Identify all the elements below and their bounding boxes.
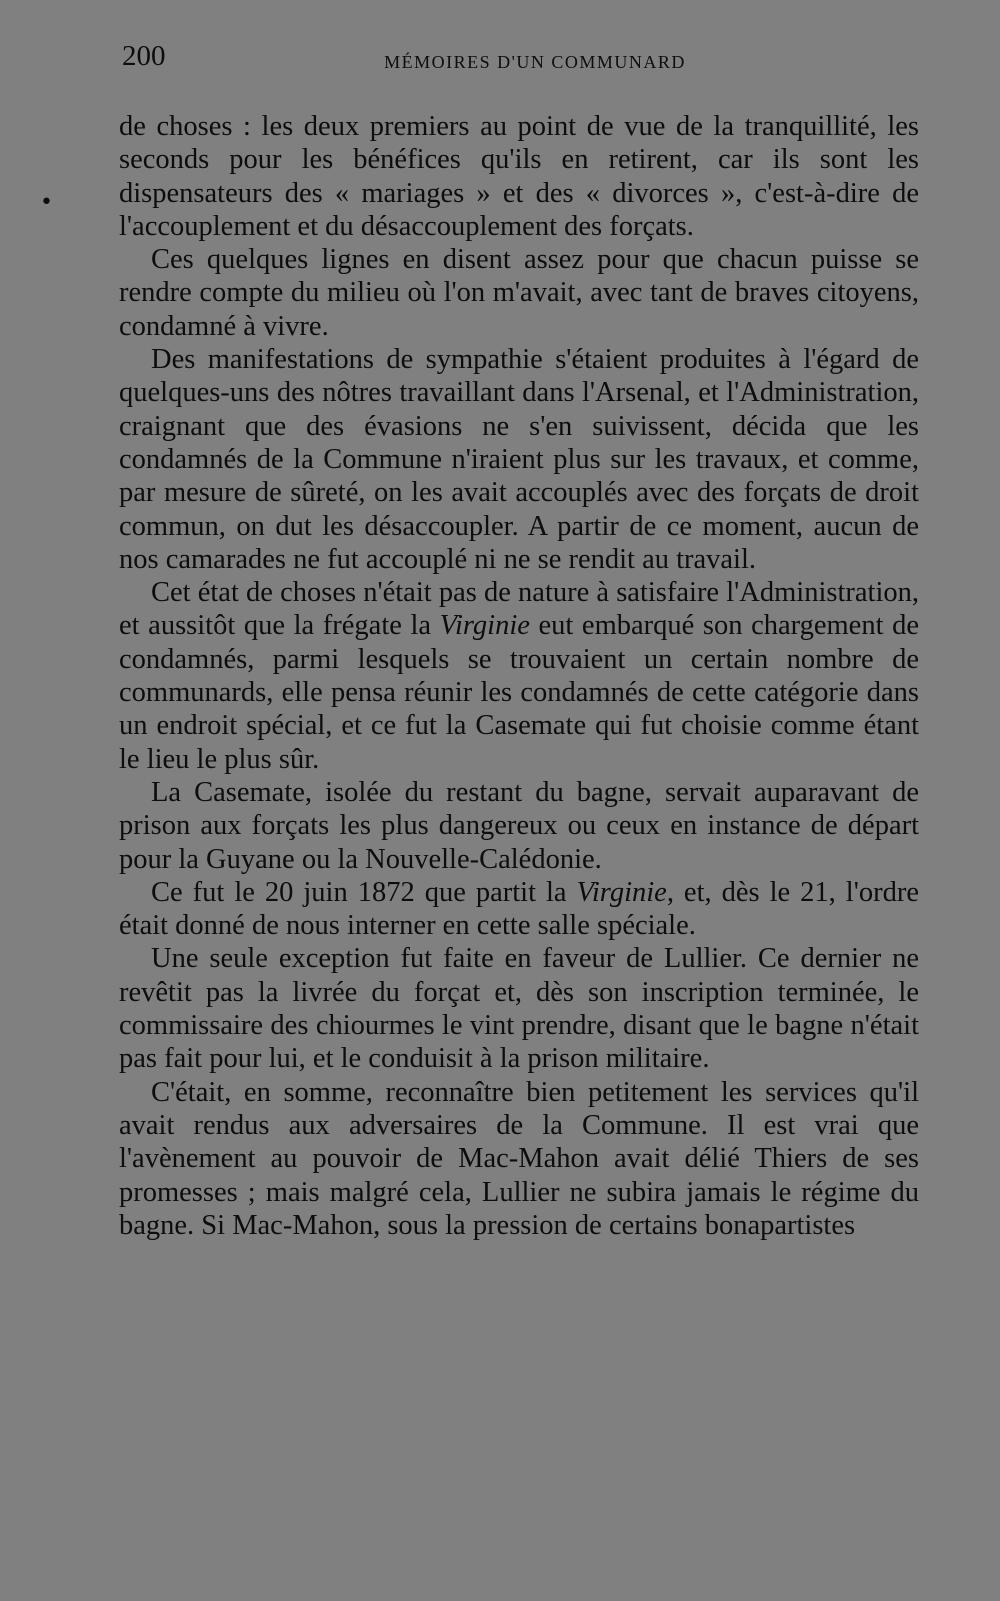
text-run: Des manifestations de sympathie s'étaient produites à l'égard de quelques-uns des nôtres travaillant dans l'Arsenal, et l'Administration, craignant que des évasions ne s'en suivissent, décida que les condamnés de la Commune n'iraient plus sur les travaux, et comme, par mesure de sûreté, on les avait accouplés avec des forçats de droit commun, on dut les désaccoupler. A partir de ce moment, aucun de nos camarades ne fut accouplé ni ne se rendit au travail. (119, 344, 919, 575)
paragraph (119, 942, 919, 1075)
text-run: Ce fut le 20 juin 1872 que partit la (151, 876, 577, 908)
text-run: Une seule exception fut faite en faveur de Lullier. Ce dernier ne revêtit pas la livrée du forçat et, dès son inscription terminée, le commissaire des chiourmes le vint prendre, disant que le bagne n'était pas fait pour lui, et le conduisit à la prison militaire. (119, 943, 919, 1075)
paragraph (119, 876, 919, 943)
italic-text: Virginie (576, 876, 667, 908)
paragraph (119, 1076, 919, 1242)
text-run: Cet état de choses n'était pas de nature à satisfaire l'Administration, et aussitôt que la frégate la (119, 577, 919, 642)
page-number: 200 (122, 40, 166, 72)
margin-mark: • (40, 190, 53, 215)
text-run: Ces quelques lignes en disent assez pour que chacun puisse se rendre compte du milieu où l'on m'avait, avec tant de braves citoyens, condamné à vivre. (119, 244, 919, 342)
text-run: C'était, en somme, reconnaître bien petitement les services qu'il avait rendus aux adversaires de la Commune. Il est vrai que l'avènement au pouvoir de Mac-Mahon avait délié Thiers de ses promesses ; mais malgré cela, Lullier ne subira jamais le régime du bagne. Si Mac-Mahon, sous la pression de certains bonapartistes (119, 1076, 919, 1241)
paragraph (119, 343, 919, 576)
paragraph (119, 776, 919, 876)
text-run: La Casemate, isolée du restant du bagne, servait auparavant de prison aux forçats les plus dangereux ou ceux en instance de départ pour la Guyane ou la Nouvelle-Calédonie. (119, 776, 919, 875)
text-run: , et, dès le 21, l'ordre était donné de nous interner en cette salle spéciale. (119, 876, 919, 942)
paragraph (119, 243, 919, 343)
italic-text: Virginie (439, 610, 530, 642)
page-header (122, 40, 918, 80)
paragraph (119, 110, 919, 243)
running-head: MÉMOIRES D'UN COMMUNARD (384, 52, 686, 72)
text-run: eut embarqué son chargement de condamnés, parmi lesquels se trouvaient un certain nombre de communards, elle pensa réunir les condamnés de cette catégorie dans un endroit spécial, et ce fut la Casemate qui fut choisie comme étant le lieu le plus sûr. (119, 610, 920, 775)
body-text (119, 110, 919, 1242)
text-run: de choses : les deux premiers au point de vue de la tranquillité, les seconds pour les bénéfices qu'ils en retirent, car ils sont les dispensateurs des « mariages » et des « divorces », c'est-à-dire de l'accouplement et du désaccouplement des forçats. (119, 111, 919, 242)
paragraph (119, 576, 919, 776)
